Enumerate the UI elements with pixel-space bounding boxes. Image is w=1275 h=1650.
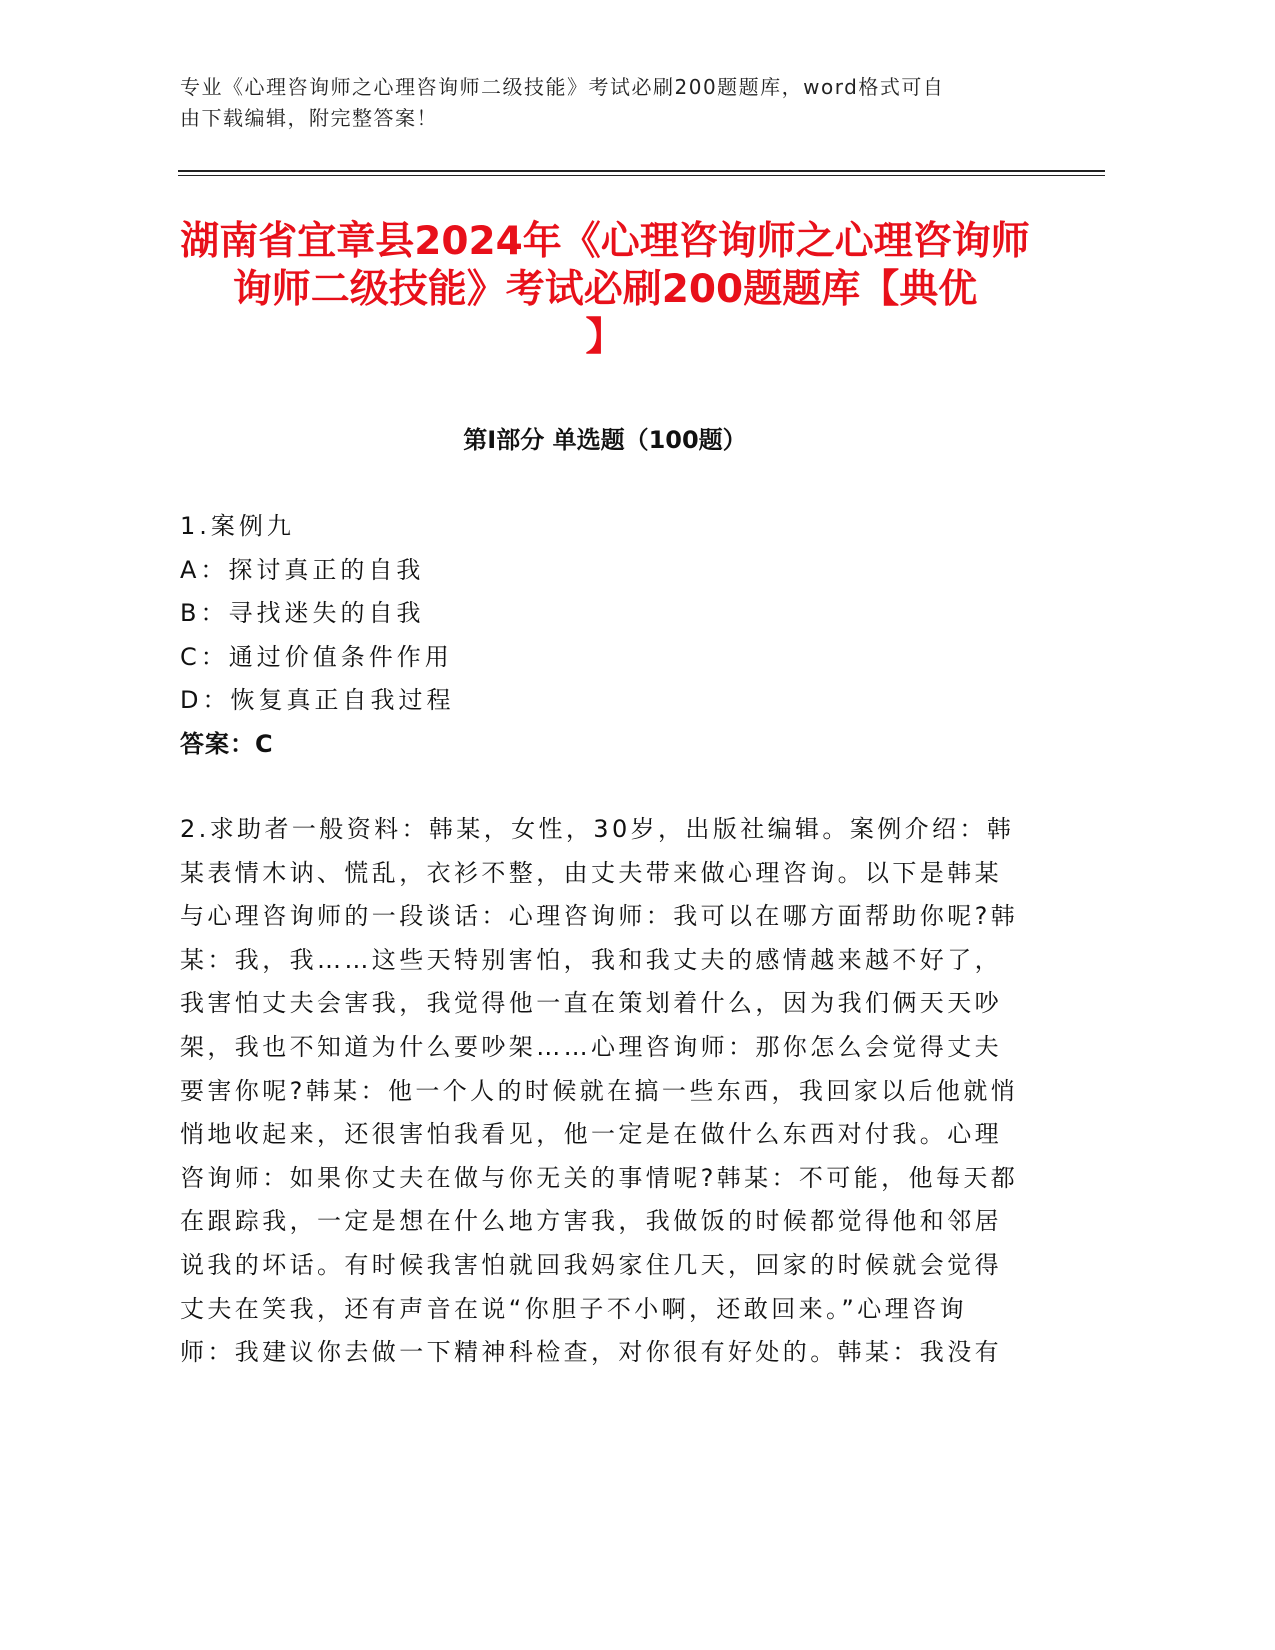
header-line: 由下载编辑，附完整答案！ bbox=[180, 106, 438, 130]
question-2 bbox=[180, 808, 1018, 1375]
title-line: 】 bbox=[585, 315, 625, 360]
question-line: 说我的坏话。有时候我害怕就回我妈家住几天，回家的时候就会觉得 bbox=[180, 1250, 1002, 1279]
question-line: 咨询师：如果你丈夫在做与你无关的事情呢?韩某：不可能，他每天都 bbox=[180, 1163, 1019, 1192]
title-line: 湖南省宜章县2024年《心理咨询师之心理咨询师 bbox=[180, 219, 1030, 264]
question-line: 丈夫在笑我，还有声音在说“你胆子不小啊，还敢回来。”心理咨询 bbox=[180, 1294, 967, 1323]
section-heading: 第Ⅰ部分 单选题（100题） bbox=[463, 426, 747, 454]
question-line: 与心理咨询师的一段谈话：心理咨询师：我可以在哪方面帮助你呢?韩 bbox=[180, 902, 1019, 931]
question-line: 师：我建议你去做一下精神科检查，对你很有好处的。韩某：我没有 bbox=[180, 1338, 1002, 1367]
option-b: B：寻找迷失的自我 bbox=[180, 599, 425, 627]
header-line: 专业《心理咨询师之心理咨询师二级技能》考试必刷200题题库，word格式可自 bbox=[180, 75, 945, 99]
question-line: 架，我也不知道为什么要吵架……心理咨询师：那你怎么会觉得丈夫 bbox=[180, 1032, 1002, 1061]
question-line: 要害你呢?韩某：他一个人的时候就在搞一些东西，我回家以后他就悄 bbox=[180, 1076, 1019, 1105]
question-line: 我害怕丈夫会害我，我觉得他一直在策划着什么，因为我们俩天天吵 bbox=[180, 989, 1002, 1018]
option-a: A：探讨真正的自我 bbox=[180, 555, 425, 584]
question-stem: 1.案例九 bbox=[180, 512, 295, 540]
question-line: 2.求助者一般资料：韩某，女性，30岁，出版社编辑。案例介绍：韩 bbox=[180, 815, 1015, 843]
question-line: 在跟踪我，一定是想在什么地方害我，我做饭的时候都觉得他和邻居 bbox=[180, 1207, 1002, 1236]
document-title bbox=[150, 218, 1060, 362]
answer: 答案：C bbox=[180, 729, 274, 758]
question-line: 某：我，我……这些天特别害怕，我和我丈夫的感情越来越不好了， bbox=[180, 945, 1002, 974]
document-header bbox=[180, 72, 1040, 134]
title-line: 询师二级技能》考试必刷200题题库【典优 bbox=[232, 267, 978, 312]
question-1 bbox=[180, 505, 454, 766]
option-d: D：恢复真正自我过程 bbox=[180, 686, 455, 714]
option-c: C：通过价值条件作用 bbox=[180, 642, 453, 671]
question-line: 悄地收起来，还很害怕我看见，他一定是在做什么东西对付我。心理 bbox=[180, 1120, 1002, 1149]
header-rule bbox=[178, 170, 1105, 172]
header-rule-thin bbox=[178, 175, 1105, 176]
question-line: 某表情木讷、慌乱，衣衫不整，由丈夫带来做心理咨询。以下是韩某 bbox=[180, 858, 1002, 887]
